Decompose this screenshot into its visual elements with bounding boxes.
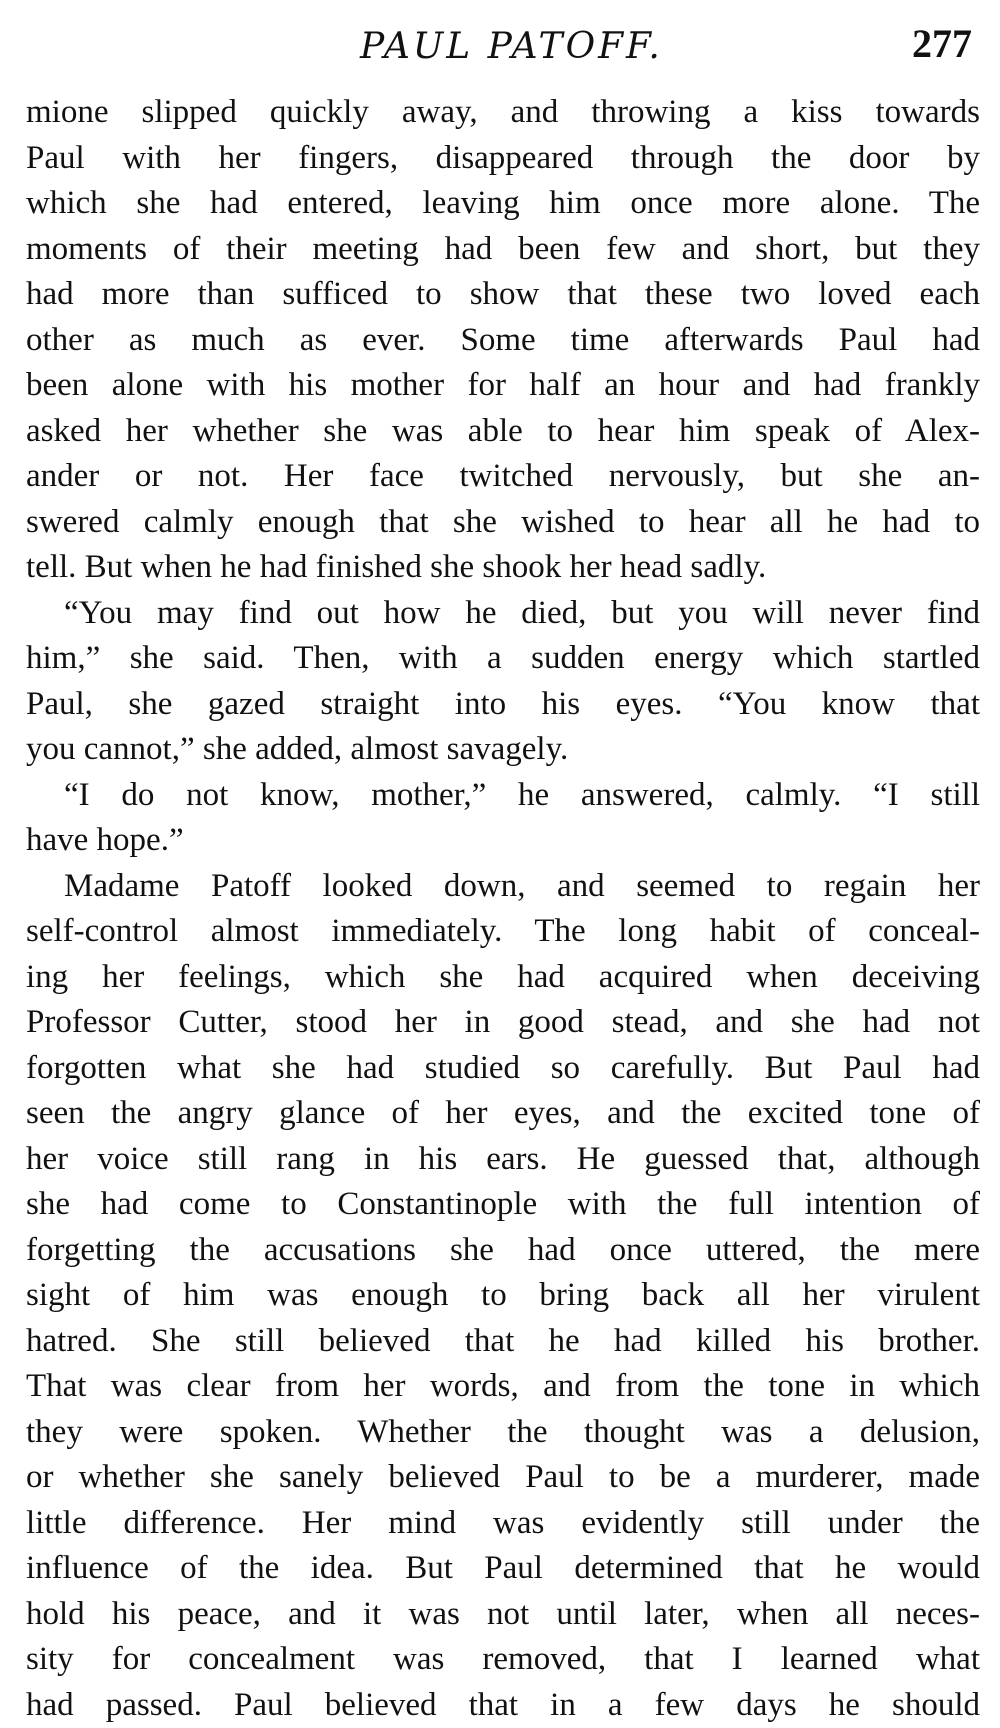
text-line: Professor Cutter, stood her in good stead, and she had not — [26, 1000, 980, 1046]
text-line: had passed. Paul believed that in a few days he should — [26, 1683, 980, 1728]
text-line: hatred. She still believed that he had killed his brother. — [26, 1319, 980, 1365]
text-line: tell. But when he had finished she shook her head sadly. — [26, 545, 980, 591]
text-line: forgotten what she had studied so carefully. But Paul had — [26, 1046, 980, 1092]
text-line: mione slipped quickly away, and throwing a kiss towards — [26, 90, 980, 136]
text-line: other as much as ever. Some time afterwards Paul had — [26, 318, 980, 364]
text-line: little difference. Her mind was evidently still under the — [26, 1501, 980, 1547]
text-line: had more than sufficed to show that these two loved each — [26, 272, 980, 318]
text-line: hold his peace, and it was not until later, when all neces- — [26, 1592, 980, 1638]
running-head — [0, 18, 1000, 78]
text-line: Madame Patoff looked down, and seemed to regain her — [26, 864, 980, 910]
text-line: which she had entered, leaving him once more alone. The — [26, 181, 980, 227]
text-line: asked her whether she was able to hear him speak of Alex- — [26, 409, 980, 455]
text-line: been alone with his mother for half an hour and had frankly — [26, 363, 980, 409]
text-line: seen the angry glance of her eyes, and the excited tone of — [26, 1091, 980, 1137]
page-number: 277 — [912, 20, 972, 67]
text-line: “You may find out how he died, but you will never find — [26, 591, 980, 637]
text-line: her voice still rang in his ears. He guessed that, although — [26, 1137, 980, 1183]
text-line: ing her feelings, which she had acquired when deceiving — [26, 955, 980, 1001]
body-text — [26, 90, 980, 1728]
running-title: PAUL PATOFF. — [360, 26, 663, 67]
text-line: swered calmly enough that she wished to hear all he had to — [26, 500, 980, 546]
text-line: Paul, she gazed straight into his eyes. “You know that — [26, 682, 980, 728]
text-line: Paul with her fingers, disappeared through the door by — [26, 136, 980, 182]
text-line: “I do not know, mother,” he answered, calmly. “I still — [26, 773, 980, 819]
text-line: ander or not. Her face twitched nervously, but she an- — [26, 454, 980, 500]
text-line: self-control almost immediately. The long habit of conceal- — [26, 909, 980, 955]
text-line: you cannot,” she added, almost savagely. — [26, 727, 980, 773]
text-line: influence of the idea. But Paul determined that he would — [26, 1546, 980, 1592]
text-line: or whether she sanely believed Paul to be a murderer, made — [26, 1455, 980, 1501]
text-line: sight of him was enough to bring back all her virulent — [26, 1273, 980, 1319]
text-line: sity for concealment was removed, that I learned what — [26, 1637, 980, 1683]
text-line: That was clear from her words, and from the tone in which — [26, 1364, 980, 1410]
text-line: have hope.” — [26, 818, 980, 864]
text-line: him,” she said. Then, with a sudden energy which startled — [26, 636, 980, 682]
text-line: they were spoken. Whether the thought was a delusion, — [26, 1410, 980, 1456]
text-line: forgetting the accusations she had once uttered, the mere — [26, 1228, 980, 1274]
text-line: she had come to Constantinople with the full intention of — [26, 1182, 980, 1228]
text-line: moments of their meeting had been few and short, but they — [26, 227, 980, 273]
